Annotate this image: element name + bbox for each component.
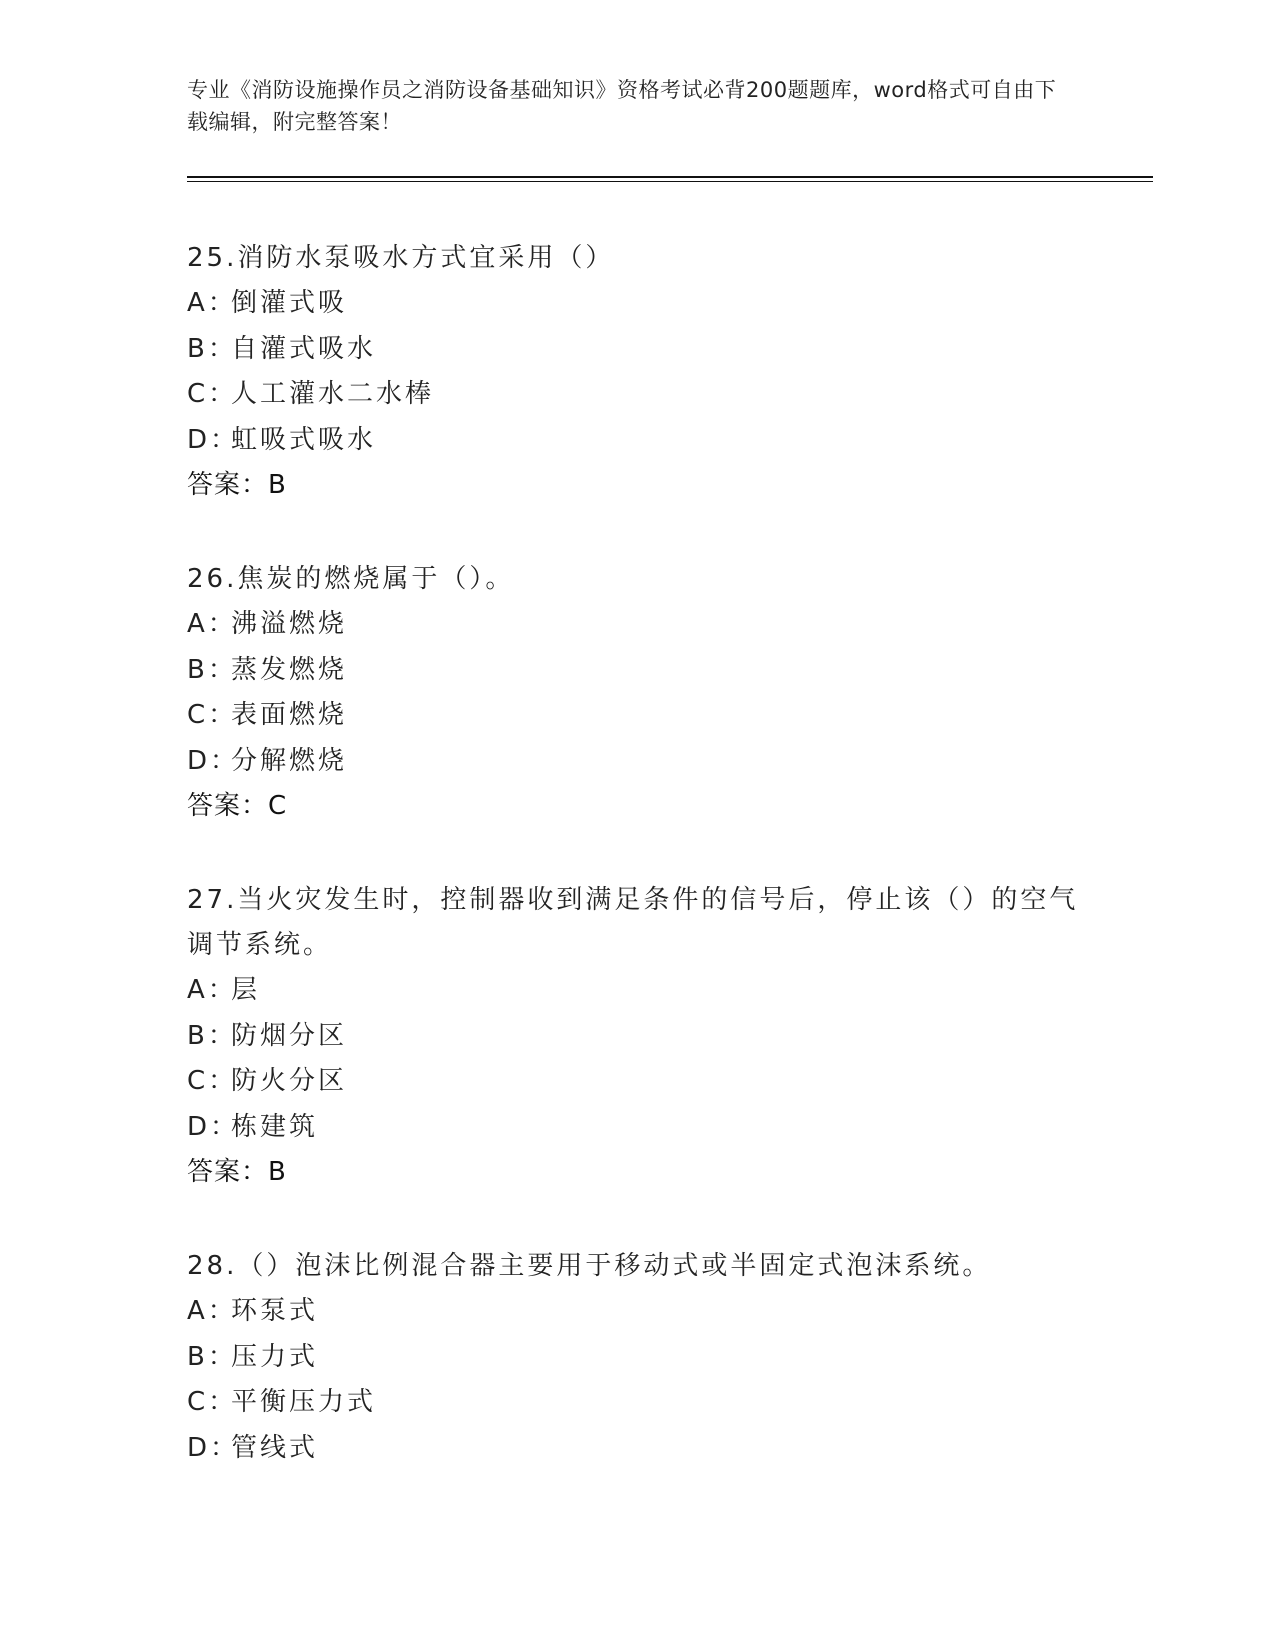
option-key: B： (187, 654, 237, 685)
option-text: 虹吸式吸水 (231, 424, 377, 455)
question-item (187, 1244, 1087, 1471)
option-b (187, 1014, 1087, 1060)
option-key: A： (187, 609, 237, 639)
option-a (187, 602, 1087, 648)
option-text: 人工灌水二水棒 (231, 379, 435, 409)
option-text: 平衡压力式 (231, 1387, 377, 1417)
answer-line: 答案：B (187, 1157, 287, 1187)
question-item (187, 557, 1087, 829)
option-c (187, 1059, 1087, 1105)
option-d (187, 1426, 1087, 1472)
header-divider-thin (187, 181, 1153, 182)
option-text: 防火分区 (231, 1066, 348, 1096)
question-item (187, 236, 1087, 508)
option-text: 表面燃烧 (231, 700, 348, 730)
option-key: C： (187, 1066, 238, 1096)
question-stem: 28.（）泡沫比例混合器主要用于移动式或半固定式泡沫系统。 (187, 1251, 992, 1281)
option-key: B： (187, 333, 237, 364)
option-key: D： (187, 1432, 240, 1463)
option-text: 环泵式 (231, 1296, 319, 1326)
option-d (187, 739, 1087, 785)
question-stem: 26.焦炭的燃烧属于（）。 (187, 564, 515, 594)
option-key: D： (187, 1111, 240, 1142)
question-item (187, 878, 1087, 1195)
option-text: 沸溢燃烧 (231, 609, 348, 639)
option-c (187, 372, 1087, 418)
option-key: B： (187, 1020, 237, 1051)
option-key: A： (187, 288, 237, 318)
option-c (187, 1380, 1087, 1426)
option-a (187, 281, 1087, 327)
option-text: 倒灌式吸 (231, 288, 348, 318)
option-text: 压力式 (231, 1341, 319, 1372)
option-key: C： (187, 1387, 238, 1417)
option-text: 层 (231, 975, 261, 1005)
option-text: 管线式 (231, 1432, 319, 1463)
option-key: A： (187, 975, 237, 1005)
option-text: 分解燃烧 (231, 745, 348, 776)
option-key: B： (187, 1341, 237, 1372)
option-key: D： (187, 424, 240, 455)
option-text: 蒸发燃烧 (231, 654, 348, 685)
option-key: A： (187, 1296, 237, 1326)
option-d (187, 418, 1087, 464)
question-stem: 27.当火灾发生时，控制器收到满足条件的信号后，停止该（）的空气调节系统。 (187, 885, 1079, 960)
option-key: C： (187, 379, 238, 409)
header-divider-thick (187, 176, 1153, 178)
option-b (187, 1335, 1087, 1381)
question-stem: 25.消防水泵吸水方式宜采用（） (187, 243, 615, 273)
option-text: 防烟分区 (231, 1020, 348, 1051)
option-key: D： (187, 745, 240, 776)
option-a (187, 968, 1087, 1014)
option-b (187, 327, 1087, 373)
answer-line: 答案：C (187, 791, 288, 821)
document-intro: 专业《消防设施操作员之消防设备基础知识》资格考试必背200题题库，word格式可自由下载编辑，附完整答案！ (187, 78, 1057, 134)
option-a (187, 1289, 1087, 1335)
option-text: 栋建筑 (231, 1111, 319, 1142)
question-list (187, 236, 1087, 1520)
answer-line: 答案：B (187, 470, 287, 500)
option-b (187, 648, 1087, 694)
option-c (187, 693, 1087, 739)
option-key: C： (187, 700, 238, 730)
option-text: 自灌式吸水 (231, 333, 377, 364)
option-d (187, 1105, 1087, 1151)
